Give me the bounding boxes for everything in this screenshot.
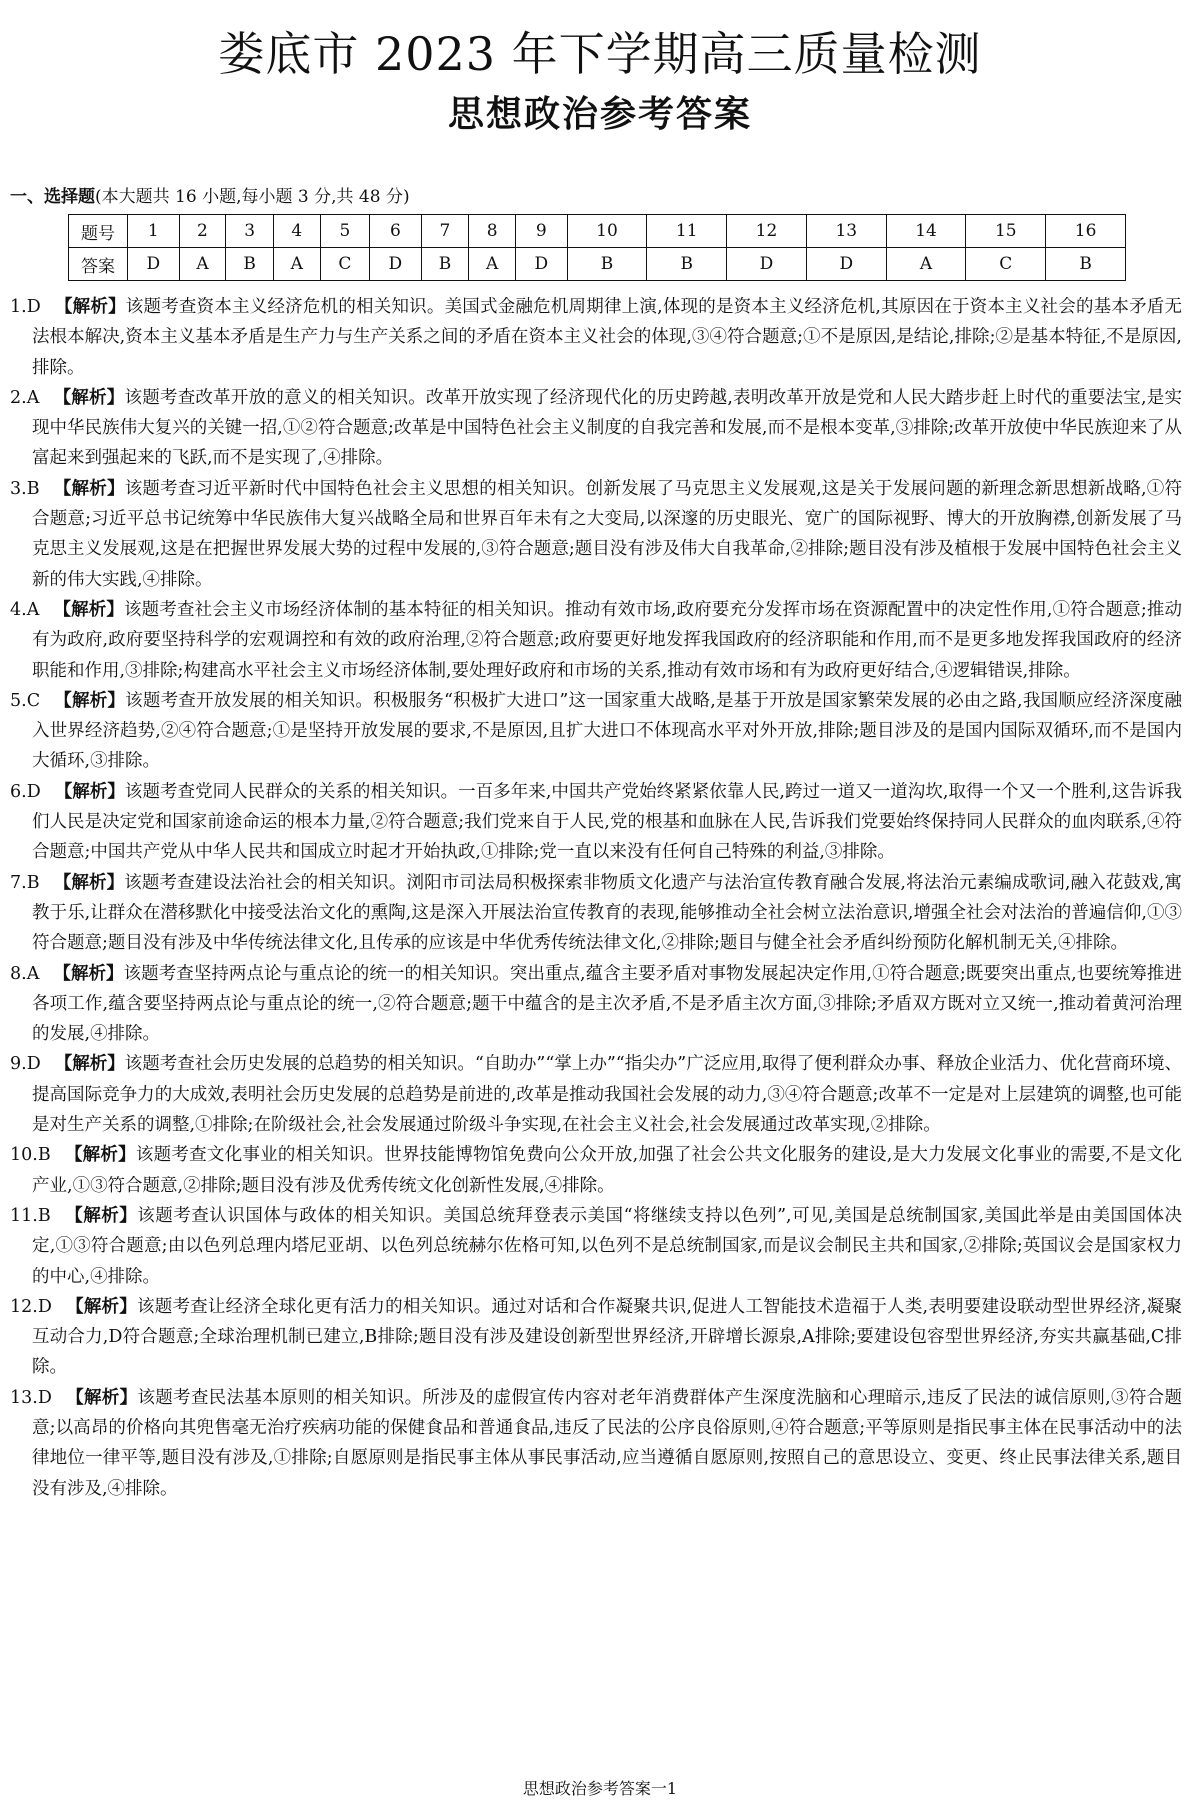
page-subtitle: 思想政治参考答案 xyxy=(447,94,752,135)
question-number: 8 xyxy=(469,215,516,248)
section-note: (本大题共 16 小题,每小题 3 分,共 48 分) xyxy=(95,187,410,207)
explanation-list xyxy=(10,292,1182,1504)
question-number: 1 xyxy=(128,215,180,248)
explanation-item xyxy=(10,686,1182,777)
explanation-item xyxy=(10,474,1182,595)
item-number: 2.A xyxy=(10,387,40,408)
question-number: 5 xyxy=(320,215,369,248)
explanation-item xyxy=(10,1140,1182,1201)
answer-cell: B xyxy=(647,248,727,281)
answer-cell: A xyxy=(469,248,516,281)
answer-cell: D xyxy=(370,248,422,281)
answer-cell: B xyxy=(421,248,469,281)
item-number: 7.B xyxy=(10,872,40,893)
item-text: 该题考查社会历史发展的总趋势的相关知识。“自助办”“掌上办”“指尖办”广泛应用,取得了便利群众办事、释放企业活力、优化营商环境、提高国际竞争力的大成效,表明社会历史发展的总趋势是前进的,改革是推动我国社会发展的动力,③④符合题意;改革不一定是对上层建筑的调整,也可能是对生产关系的调整,①排除;在阶级社会,社会发展通过阶级斗争实现,在社会主义社会,社会发展通过改革实现,②排除。 xyxy=(32,1054,1182,1136)
item-tag: 【解析】 xyxy=(64,1145,136,1166)
answer-cell: C xyxy=(320,248,369,281)
item-tag: 【解析】 xyxy=(53,963,124,984)
item-text: 该题考查资本主义经济危机的相关知识。美国式金融危机周期律上演,体现的是资本主义经济危机,其原因在于资本主义社会的基本矛盾无法根本解决,资本主义基本矛盾是生产力与生产关系之间的矛盾在资本主义社会的体现,③④符合题意;①不是原因,是结论,排除;②是基本特征,不是原因,排除。 xyxy=(32,297,1183,378)
answer-cell: A xyxy=(886,248,966,281)
question-number: 10 xyxy=(567,215,647,248)
item-tag: 【解析】 xyxy=(54,690,126,711)
item-text: 该题考查改革开放的意义的相关知识。改革开放实现了经济现代化的历史跨越,表明改革开放是党和人民大踏步赶上时代的重要法宝,是实现中华民族伟大复兴的关键一招,①②符合题意;改革是中国特色社会主义制度的自我完善和发展,而不是根本变革,③排除;改革开放使中华民族迎来了从富起来到强起来的飞跃,而不是实现了,④排除。 xyxy=(32,387,1182,469)
item-tag: 【解析】 xyxy=(54,781,125,802)
row-label-number: 题号 xyxy=(69,215,128,248)
explanation-item xyxy=(10,595,1182,686)
item-number: 3.B xyxy=(10,478,40,499)
answer-cell: C xyxy=(966,248,1046,281)
answer-cell: D xyxy=(806,248,886,281)
question-number: 16 xyxy=(1046,215,1126,248)
explanation-item xyxy=(10,292,1182,383)
answer-cell: A xyxy=(273,248,320,281)
item-number: 12.D xyxy=(10,1296,52,1317)
explanation-item xyxy=(10,1201,1182,1292)
item-text: 该题考查文化事业的相关知识。世界技能博物馆免费向公众开放,加强了社会公共文化服务的建设,是大力发展文化事业的需要,不是文化产业,①③符合题意,②排除;题目没有涉及优秀传统文化创新性发展,④排除。 xyxy=(32,1145,1182,1196)
answer-cell: D xyxy=(727,248,807,281)
answer-row xyxy=(69,248,1126,281)
item-tag: 【解析】 xyxy=(53,872,125,893)
explanation-item xyxy=(10,383,1182,474)
question-number: 11 xyxy=(647,215,727,248)
question-number: 7 xyxy=(421,215,469,248)
item-text: 该题考查党同人民群众的关系的相关知识。一百多年来,中国共产党始终紧紧依靠人民,跨过一道又一道沟坎,取得一个又一个胜利,这告诉我们人民是决定党和国家前途命运的根本力量,②符合题意;我们党来自于人民,党的根基和血脉在人民,告诉我们党要始终保持同人民群众的血肉联系,④符合题意;中国共产党从中华人民共和国成立时起才开始执政,①排除;党一直以来没有任何自己特殊的利益,③排除。 xyxy=(32,781,1182,863)
item-tag: 【解析】 xyxy=(54,297,126,317)
answer-cell: B xyxy=(1046,248,1126,281)
explanation-item xyxy=(10,868,1182,959)
question-number: 15 xyxy=(966,215,1046,248)
answer-cell: D xyxy=(516,248,568,281)
item-tag: 【解析】 xyxy=(53,387,125,408)
page-footer: 思想政治参考答案一1 xyxy=(522,1779,678,1798)
item-number: 13.D xyxy=(10,1387,52,1408)
item-number: 5.C xyxy=(10,690,41,711)
item-tag: 【解析】 xyxy=(64,1205,138,1226)
row-label-answer: 答案 xyxy=(69,248,128,281)
page-title: 娄底市 2023 年下学期高三质量检测 xyxy=(218,27,982,81)
question-number: 6 xyxy=(370,215,422,248)
question-number: 14 xyxy=(886,215,966,248)
question-number: 12 xyxy=(727,215,807,248)
item-number: 8.A xyxy=(10,963,40,984)
item-text: 该题考查让经济全球化更有活力的相关知识。通过对话和合作凝聚共识,促进人工智能技术造福于人类,表明要建设联动型世界经济,凝聚互动合力,D符合题意;全球治理机制已建立,B排除;题目没有涉及建设创新型世界经济,开辟增长源泉,A排除;要建设包容型世界经济,夯实共赢基础,C排除。 xyxy=(32,1296,1183,1378)
item-tag: 【解析】 xyxy=(65,1296,137,1317)
item-text: 该题考查开放发展的相关知识。积极服务“积极扩大进口”这一国家重大战略,是基于开放是国家繁荣发展的必由之路,我国顺应经济深度融入世界经济趋势,②④符合题意;①是坚持开放发展的要求,不是原因,且扩大进口不体现高水平对外开放,排除;题目涉及的是国内国际双循环,而不是国内大循环,③排除。 xyxy=(32,690,1183,772)
answer-cell: D xyxy=(128,248,180,281)
question-number: 13 xyxy=(806,215,886,248)
answer-cell: B xyxy=(567,248,647,281)
question-number: 9 xyxy=(516,215,568,248)
item-text: 该题考查社会主义市场经济体制的基本特征的相关知识。推动有效市场,政府要充分发挥市场在资源配置中的决定性作用,①符合题意;推动有为政府,政府要坚持科学的宏观调控和有效的政府治理,②符合题意;政府要更好地发挥我国政府的经济职能和作用,而不是更多地发挥我国政府的经济职能和作用,③排除;构建高水平社会主义市场经济体制,要处理好政府和市场的关系,推动有效市场和有为政府更好结合,④逻辑错误,排除。 xyxy=(32,599,1182,681)
item-number: 10.B xyxy=(10,1145,51,1166)
item-tag: 【解析】 xyxy=(65,1387,138,1408)
item-number: 11.B xyxy=(10,1205,51,1226)
section-label: 一、选择题 xyxy=(10,187,95,207)
question-number-row xyxy=(69,215,1126,248)
item-number: 9.D xyxy=(10,1054,41,1075)
item-text: 该题考查习近平新时代中国特色社会主义思想的相关知识。创新发展了马克思主义发展观,这是关于发展问题的新理念新思想新战略,①符合题意;习近平总书记统筹中华民族伟大复兴战略全局和世界百年未有之大变局,以深邃的历史眼光、宽广的国际视野、博大的开放胸襟,创新发展了马克思主义发展观,这是在把握世界发展大势的过程中发展的,③符合题意;题目没有涉及伟大自我革命,②排除;题目没有涉及植根于发展中国特色社会主义新的伟大实践,④排除。 xyxy=(32,478,1182,590)
question-number: 2 xyxy=(179,215,226,248)
item-tag: 【解析】 xyxy=(54,1054,125,1075)
explanation-item xyxy=(10,1292,1182,1383)
explanation-item xyxy=(10,777,1182,868)
explanation-item xyxy=(10,959,1182,1050)
answer-cell: A xyxy=(179,248,226,281)
item-number: 6.D xyxy=(10,781,41,802)
item-text: 该题考查建设法治社会的相关知识。浏阳市司法局积极探索非物质文化遗产与法治宣传教育融合发展,将法治元素编成歌词,融入花鼓戏,寓教于乐,让群众在潜移默化中接受法治文化的熏陶,这是深入开展法治宣传教育的表现,能够推动全社会树立法治意识,增强全社会对法治的普遍信仰,①③符合题意;题目没有涉及中华传统法律文化,且传承的应该是中华优秀传统法律文化,②排除;题目与健全社会矛盾纠纷预防化解机制无关,④排除。 xyxy=(32,872,1182,954)
explanation-item xyxy=(10,1049,1182,1140)
answer-table xyxy=(68,214,1126,281)
question-number: 3 xyxy=(226,215,274,248)
item-text: 该题考查坚持两点论与重点论的统一的相关知识。突出重点,蕴含主要矛盾对事物发展起决定作用,①符合题意;既要突出重点,也要统筹推进各项工作,蕴含要坚持两点论与重点论的统一,②符合题意;题干中蕴含的是主次矛盾,不是矛盾主次方面,③排除;矛盾双方既对立又统一,推动着黄河治理的发展,④排除。 xyxy=(32,963,1182,1045)
answer-cell: B xyxy=(226,248,274,281)
item-number: 1.D xyxy=(10,297,41,317)
explanation-item xyxy=(10,1383,1182,1504)
item-number: 4.A xyxy=(10,599,40,620)
item-text: 该题考查认识国体与政体的相关知识。美国总统拜登表示美国“将继续支持以色列”,可见,美国是总统制国家,美国此举是由美国国体决定,①③符合题意;由以色列总理内塔尼亚胡、以色列总统赫尔佐格可知,以色列不是总统制国家,而是议会制民主共和国家,②排除;英国议会是国家权力的中心,④排除。 xyxy=(32,1205,1183,1287)
item-tag: 【解析】 xyxy=(53,478,125,499)
section-heading xyxy=(10,182,410,207)
item-text: 该题考查民法基本原则的相关知识。所涉及的虚假宣传内容对老年消费群体产生深度洗脑和心理暗示,违反了民法的诚信原则,③符合题意;以高昂的价格向其兜售毫无治疗疾病功能的保健食品和普通食品,违反了民法的公序良俗原则,④符合题意;平等原则是指民事主体在民事活动中的法律地位一律平等,题目没有涉及,①排除;自愿原则是指民事主体从事民事活动,应当遵循自愿原则,按照自己的意思设立、变更、终止民事法律关系,题目没有涉及,④排除。 xyxy=(32,1387,1182,1499)
question-number: 4 xyxy=(273,215,320,248)
item-tag: 【解析】 xyxy=(53,599,125,620)
